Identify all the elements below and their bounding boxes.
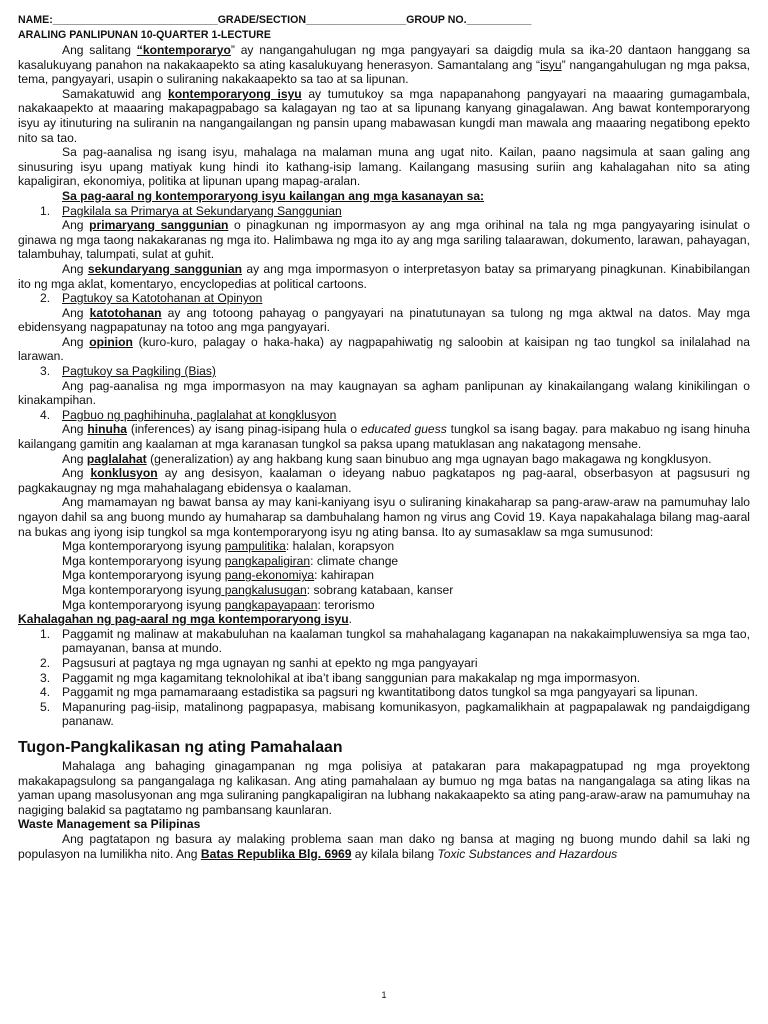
skill-4-paragraph-2: Ang paglalahat (generalization) ay ang hakbang kung saan binubuo ang mga ugnayan bago makagawa ng kongklusyon. bbox=[62, 451, 712, 466]
skill-item-1: 1. Pagkilala sa Primarya at Sekundaryang Sanggunian bbox=[40, 203, 342, 218]
importance-item: 2. Pagsusuri at pagtaya ng mga ugnayan ng sanhi at epekto ng mga pangyayari bbox=[40, 655, 478, 670]
skill-2-paragraph-2: Ang opinion (kuro-kuro, palagay o haka-haka) ay nagpapahiwatig ng saloobin at kaisipan ng tao tungkol sa inilalahad na larawan. bbox=[18, 334, 750, 364]
scope-paragraph: Ang mamamayan ng bawat bansa ay may kani-kaniyang isyu o suliraning kinakaharap sa pang-araw-araw na pamumuhay lalo ngayon dahil sa ang buong mundo ay humaharap sa dambuhalang hamon ng virus ang Covid 19. Kaya napakahalaga bilang mag-aaral na bukas ang iyong isip tungkol sa mga kontemporaryong isyu ng ating bansa. Ito ay sumasaklaw sa mga sumusunod: bbox=[18, 495, 750, 539]
skill-item-2: 2. Pagtukoy sa Katotohanan at Opinyon bbox=[40, 291, 263, 306]
importance-list bbox=[18, 627, 750, 729]
skill-2-paragraph-1: Ang katotohanan ay ang totoong pahayag o pangyayari na pinatutunayan sa tulong ng mga aktwal na datos. May mga ebidensyang nagpapatunay na totoo ang mga pangyayari. bbox=[18, 305, 750, 335]
section-2-paragraph-2: Ang pagtatapon ng basura ay malaking problema saan man dako ng bansa at maging ng buong mundo dahil sa laki ng populasyon na lumilikha nito. Ang Batas Republika Blg. 6969 ay kilala bilang Toxic Substances and Hazardous bbox=[18, 832, 750, 861]
section-title-tugon: Tugon-Pangkalikasan ng ating Pamahalaan bbox=[18, 738, 343, 756]
skill-3-paragraph-1: Ang pag-aanalisa ng mga impormasyon na may kaugnayan sa agham panlipunan ay kinakailangang walang kinikilingan o kinakampihan. bbox=[18, 378, 750, 408]
importance-item: 3. Paggamit ng mga kagamitang teknolohikal at iba’t ibang sanggunian para makakalap ng mga impormasyon. bbox=[40, 670, 641, 685]
page-number: 1 bbox=[381, 990, 387, 1000]
intro-paragraph-1: Ang salitang “kontemporaryo” ay nangangahulugan ng mga pangyayari sa daigdig mula sa ika-20 dantaon hanggang sa kasalukuyang panahon na nakakaapekto sa ating kasalukuyang henerasyon. Samantalang ang “isyu” nangangahulugan ng mga paksa, tema, pangyayari, usapin o suliraning nakakaapekto sa tao at sa lipunan. bbox=[18, 43, 750, 87]
skill-1-paragraph-1: Ang primaryang sanggunian o pinagkunan ng impormasyon ay ang mga orihinal na tala ng mga pangyayaring isinulat o ginawa ng mga taong nakakaranas ng mga ito. Halimbawa ng mga ito ay ang mga sariling talaarawan, dokumento, larawan, pahayagan, talambuhay, talumpati, sulat at guhit. bbox=[18, 218, 750, 262]
section-2-paragraph-1: Mahalaga ang bahaging ginagampanan ng mga polisiya at patakaran para makapagpatupad ng mga proyektong makakapagsulong sa pangangalaga ng kalikasan. Ang ating pamahalaan ay bumuo ng mga batas na nangangalaga sa ating likas na yaman upang masolusyonan ang mga suliraning pangkapaligiran na lubhang nakakaapekto sa ating pang-araw-araw na pamumuhay na nagiging balakid sa pagtatamo ng pambansang kaunlaran. bbox=[18, 758, 750, 817]
issue-type-item: Mga kontemporaryong isyung pangkapayapaan: terorismo bbox=[62, 597, 375, 612]
issue-type-item: Mga kontemporaryong isyung pampulitika: halalan, korapsyon bbox=[62, 539, 395, 554]
skill-1-paragraph-2: Ang sekundaryang sanggunian ay ang mga impormasyon o interpretasyon batay sa primaryang pinagkunan. Kinabibilangan ito ng mga aklat, komentaryo, encyclopedias at political cartoons. bbox=[18, 261, 750, 291]
issue-type-item: Mga kontemporaryong isyung pangkalusugan: sobrang katabaan, kanser bbox=[62, 582, 454, 597]
name-grade-group-line[interactable]: NAME:____________________________GRADE/SECTION_________________GROUP NO.___________ bbox=[18, 14, 532, 26]
importance-item: 4. Paggamit ng mga pamamaraang estadistika sa pagsuri ng kwantitatibong datos tungkol sa mga pangyayari sa lipunan. bbox=[40, 685, 698, 700]
skill-4-paragraph-3: Ang konklusyon ay ang desisyon, kaalaman o ideyang nabuo pagkatapos ng pag-aaral, obserbasyon at pagsusuri ng pagkakaugnay ng mga mahahalagang ebidensya o kaalaman. bbox=[18, 466, 750, 495]
intro-paragraph-2: Samakatuwid ang kontemporaryong isyu ay tumutukoy sa mga napapanahong pangyayari na maaaring gumagambala, nakakaapekto at maaaring makapagpabago sa kalagayan ng tao at sa lipunang kanyang ginagalawan. Ang bawat kontemporaryong isyu ay itinuturing na suliranin na nangangailangan ng pansin upang mabawasan kungdi man mawala ang maaaring negatibong epekto nito sa tao. bbox=[18, 86, 750, 145]
skill-item-4: 4. Pagbuo ng paghihinuha, paglalahat at kongklusyon bbox=[40, 407, 337, 422]
waste-management-heading: Waste Management sa Pilipinas bbox=[18, 817, 201, 832]
skill-item-3: 3. Pagtukoy sa Pagkiling (Bias) bbox=[40, 364, 216, 379]
importance-item: 1. Paggamit ng malinaw at makabuluhan na kaalaman tungkol sa mahahalagang kaganapan na nakakaimpluwensiya sa mga tao, pamayanan, bansa at mundo. bbox=[40, 626, 750, 656]
skills-heading: Sa pag-aaral ng kontemporaryong isyu kailangan ang mga kasanayan sa: bbox=[62, 188, 485, 203]
issue-type-item: Mga kontemporaryong isyung pang-ekonomiya: kahirapan bbox=[62, 568, 374, 583]
issue-types-list bbox=[18, 539, 750, 612]
importance-item: 5. Mapanuring pag-iisip, matalinong pagpapasya, mabisang komunikasyon, pagkamalikhain at pagpapalawak ng pandaigdigang pananaw. bbox=[40, 699, 750, 729]
lecture-title: ARALING PANLIPUNAN 10-QUARTER 1-LECTURE bbox=[18, 29, 271, 41]
skill-4-paragraph-1: Ang hinuha (inferences) ay isang pinag-isipang hula o educated guess tungkol sa isang bagay. para makabuo ng isang hinuha kailangang gamitin ang kaalaman at mga karanasan tungkol sa paksa upang matuklasan ang nakatagong mensahe. bbox=[18, 422, 750, 452]
issue-type-item: Mga kontemporaryong isyung pangkapaligiran: climate change bbox=[62, 553, 399, 568]
importance-heading: Kahalagahan ng pag-aaral ng mga kontemporaryong isyu. bbox=[18, 612, 353, 627]
intro-paragraph-3: Sa pag-aanalisa ng isang isyu, mahalaga na malaman muna ang ugat nito. Kailan, paano nagsimula at saan galing ang sinusuring isyu upang matiyak kung hindi ito kathang-isip lamang. Kailangang masusing suriin ang kahalagahan nito sa ating kapaligiran, ekonomiya, politika at lipunan upang mapag-aralan. bbox=[18, 145, 750, 189]
